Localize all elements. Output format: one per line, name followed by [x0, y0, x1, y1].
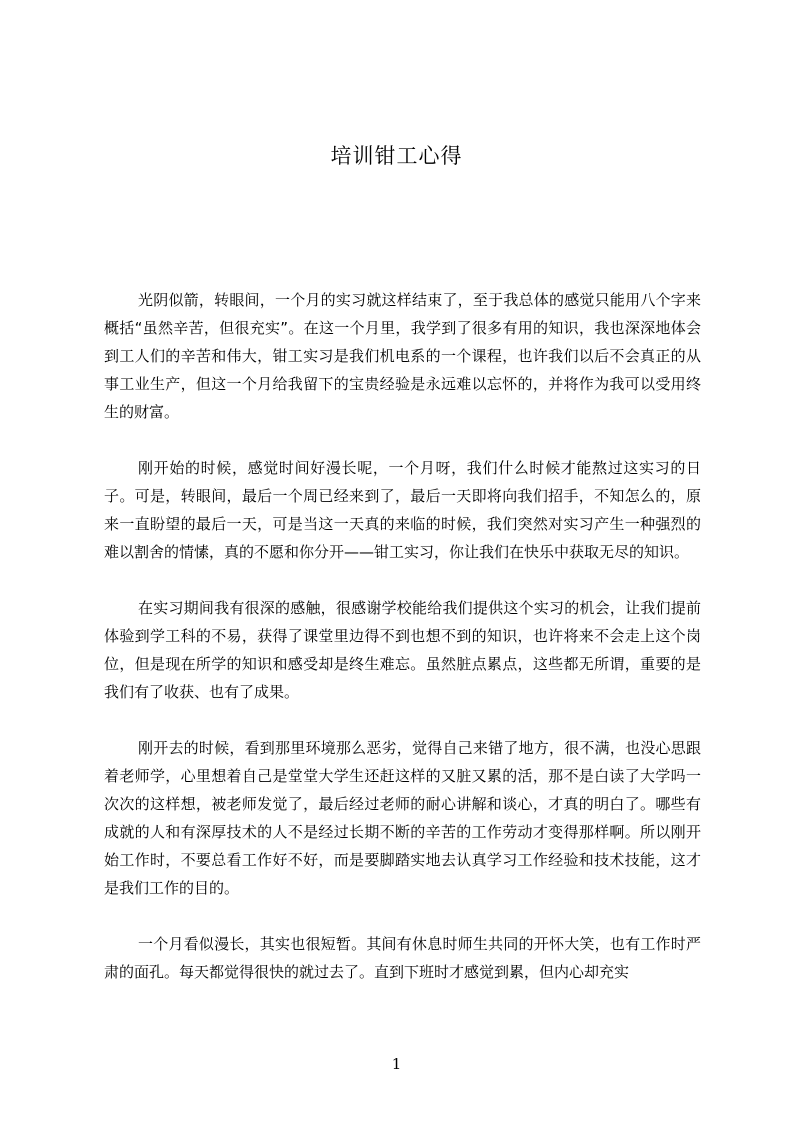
paragraph: 光阴似箭，转眼间，一个月的实习就这样结束了，至于我总体的感觉只能用八个字来概括“虽然辛苦，但很充实”。在这一个月里，我学到了很多有用的知识，我也深深地体会到工人们的辛苦和伟大，钳工实习是我们机电系的一个课程，也许我们以后不会真正的从事工业生产，但这一个月给我留下的宝贵经验是永远难以忘怀的，并将作为我可以受用终生的财富。 — [104, 291, 701, 421]
page-number: 1 — [391, 1055, 402, 1073]
document-title: 培训钳工心得 — [330, 144, 463, 168]
document-body — [104, 286, 701, 1014]
paragraph: 刚开去的时候，看到那里环境那么恶劣，觉得自己来错了地方，很不满，也没心思跟着老师学，心里想着自己是堂堂大学生还赶这样的又脏又累的活，那不是白读了大学吗一次次的这样想，被老师发觉了，最后经过老师的耐心讲解和谈心，才真的明白了。哪些有成就的人和有深厚技术的人不是经过长期不断的辛苦的工作劳动才变得那样啊。所以刚开始工作时，不要总看工作好不好，而是要脚踏实地去认真学习工作经验和技术技能，这才是我们工作的目的。 — [104, 739, 701, 897]
paragraph: 刚开始的时候，感觉时间好漫长呢，一个月呀，我们什么时候才能熬过这实习的日子。可是，转眼间，最后一个周已经来到了，最后一天即将向我们招手，不知怎么的，原来一直盼望的最后一天，可是当这一天真的来临的时候，我们突然对实习产生一种强烈的难以割舍的情愫，真的不愿和你分开——钳工实习，你让我们在快乐中获取无尽的知识。 — [104, 459, 701, 561]
paragraph: 一个月看似漫长，其实也很短暂。其间有休息时师生共同的开怀大笑，也有工作时严肃的面孔。每天都觉得很快的就过去了。直到下班时才感觉到累，但内心却充实 — [104, 935, 701, 981]
paragraph: 在实习期间我有很深的感触，很感谢学校能给我们提供这个实习的机会，让我们提前体验到学工科的不易，获得了课堂里边得不到也想不到的知识，也许将来不会走上这个岗位，但是现在所学的知识和感受却是终生难忘。虽然脏点累点，这些都无所谓，重要的是我们有了收获、也有了成果。 — [104, 599, 701, 701]
